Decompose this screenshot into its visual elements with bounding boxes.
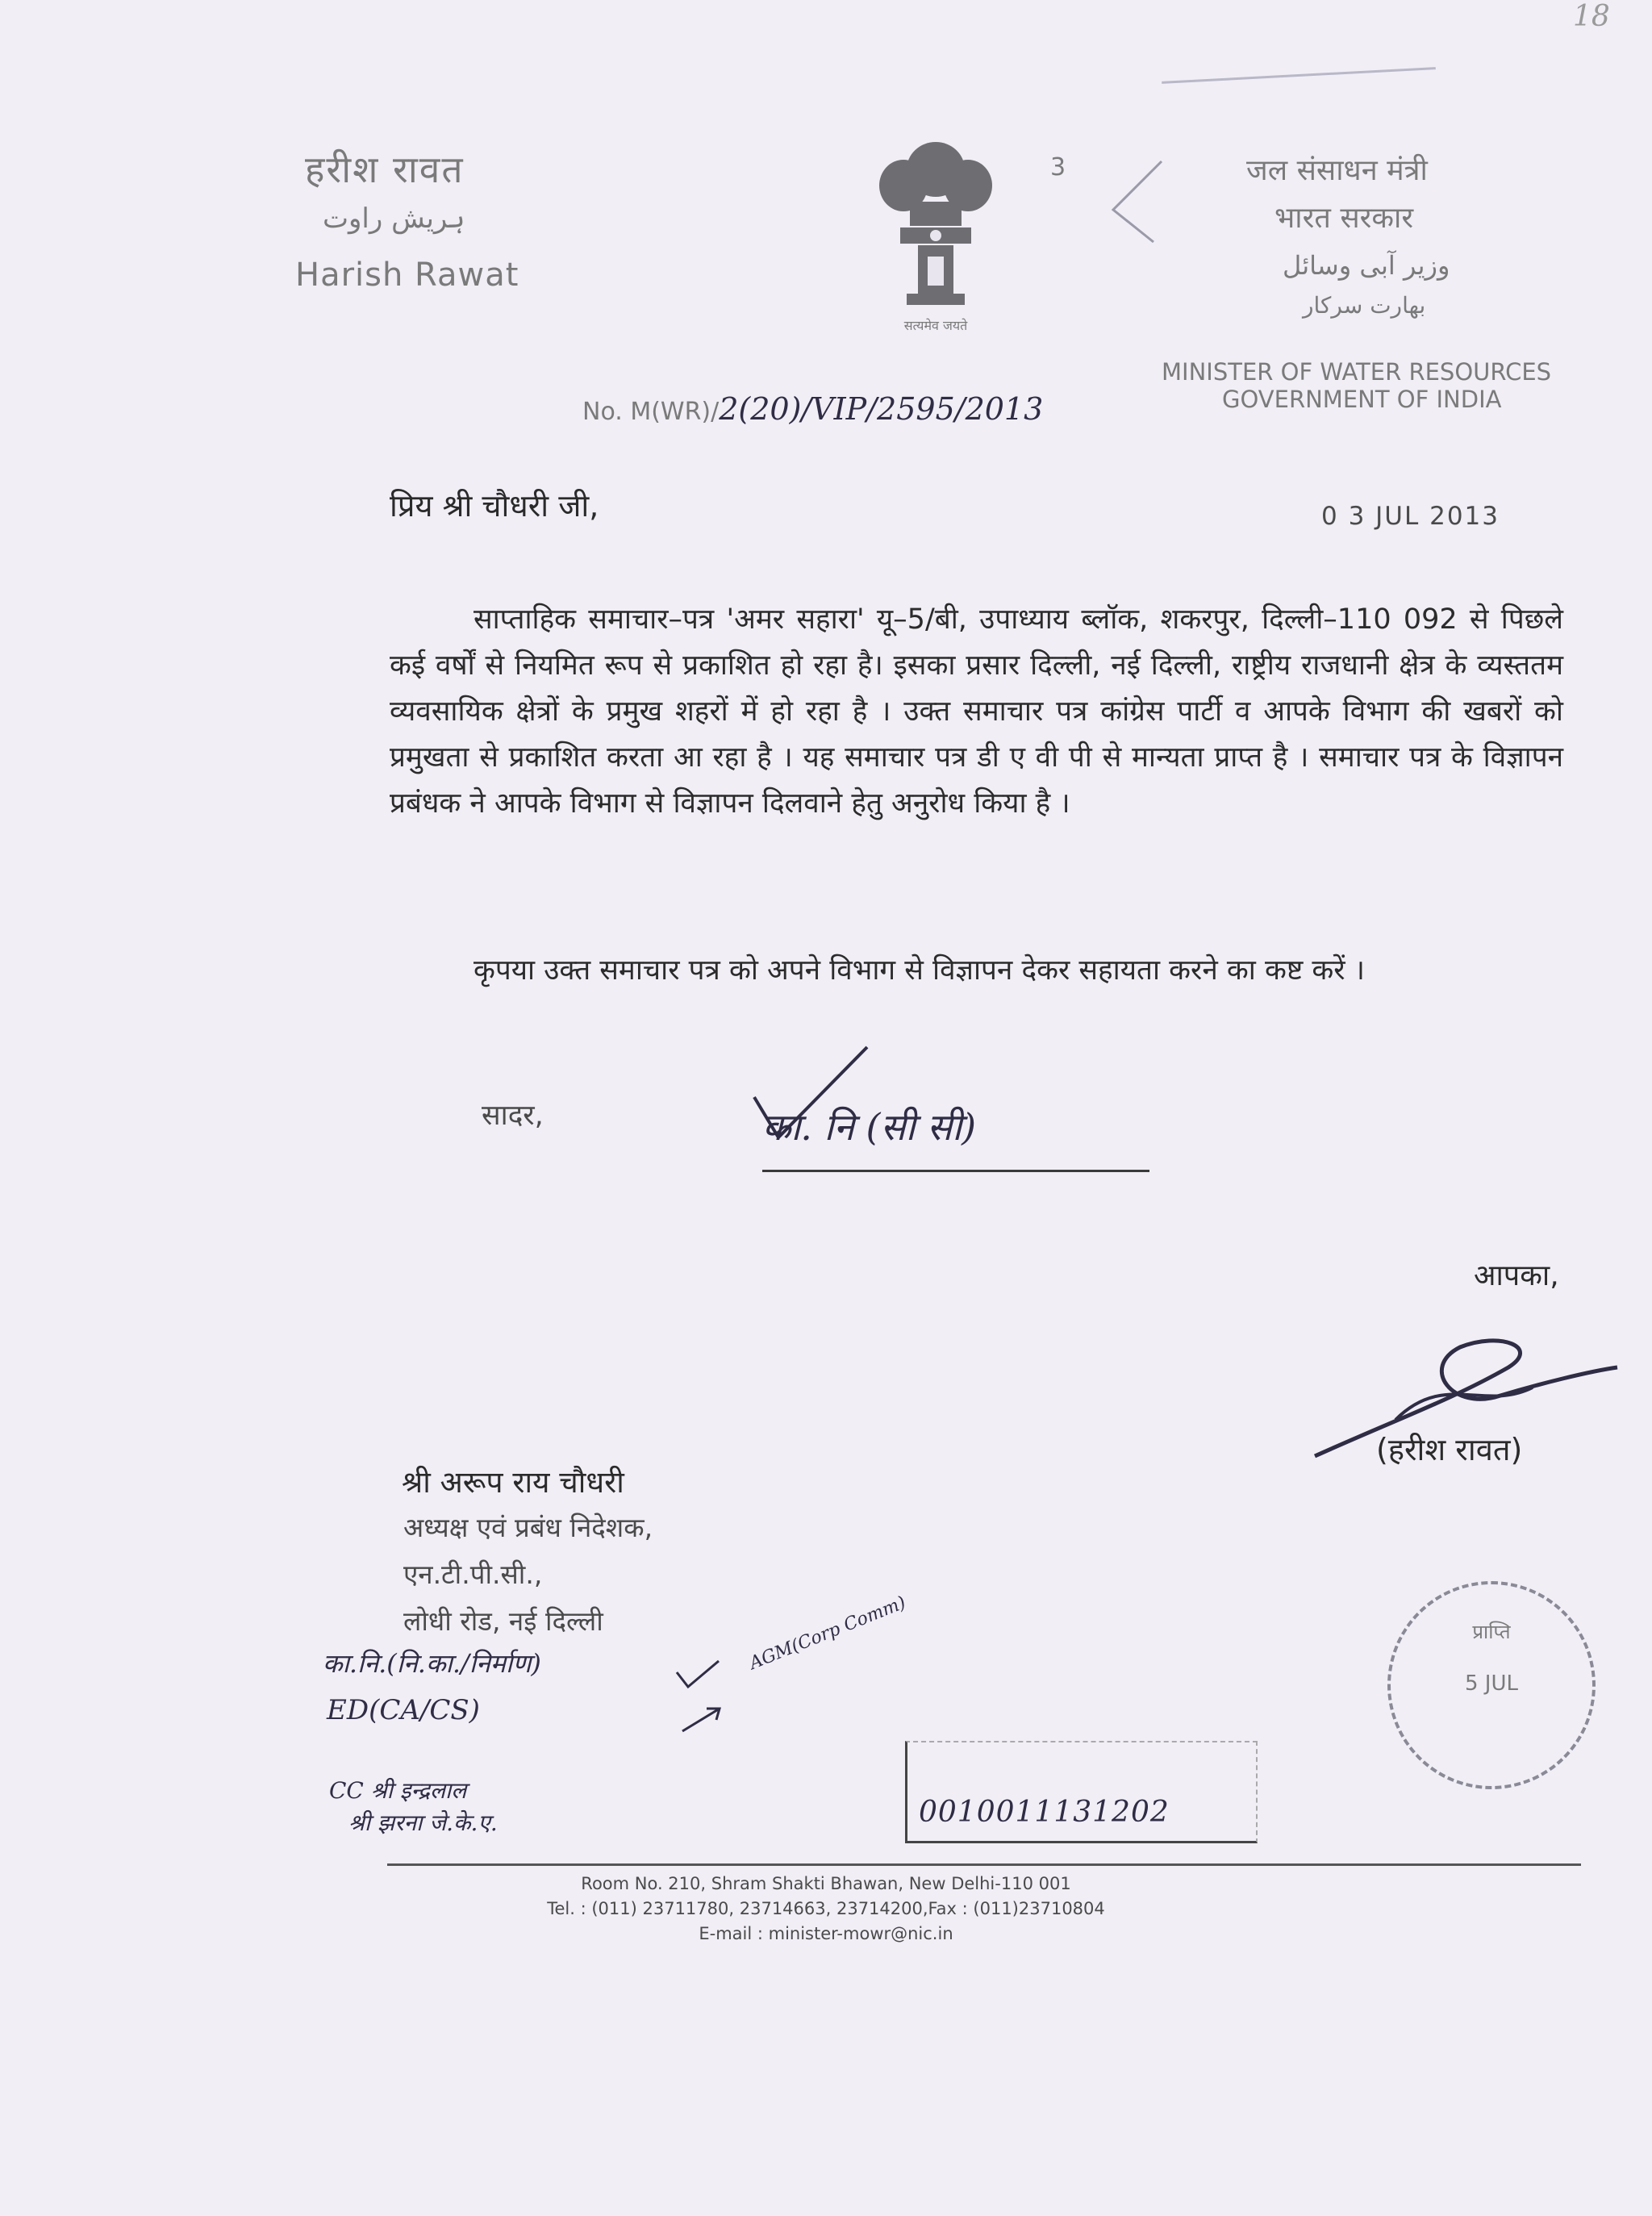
addressee-designation: अध्यक्ष एवं प्रबंध निदेशक, bbox=[403, 1512, 653, 1543]
name-urdu: ہریش راوت bbox=[323, 202, 465, 235]
footer-phone: Tel. : (011) 23711780, 23714663, 23714200,Fax : (011)23710804 bbox=[547, 1899, 1105, 1918]
name-english: Harish Rawat bbox=[295, 257, 519, 294]
inward-number: 0010011131202 bbox=[919, 1796, 1170, 1829]
emblem bbox=[871, 121, 1000, 331]
closing: सादर, bbox=[482, 1100, 544, 1132]
salutation: प्रिय श्री चौधरी जी, bbox=[390, 488, 599, 524]
national-emblem-icon bbox=[871, 121, 1000, 315]
page-number: 18 bbox=[1573, 0, 1610, 33]
check-mark-icon bbox=[1097, 153, 1170, 250]
annotation-line-2: ED(CA/CS) bbox=[327, 1694, 480, 1726]
reference-handwritten: 2(20)/VIP/2595/2013 bbox=[719, 391, 1044, 427]
footer-address: Room No. 210, Shram Shakti Bhawan, New Delhi-110 001 bbox=[581, 1874, 1071, 1893]
note-underline bbox=[762, 1170, 1149, 1172]
title-english-1: MINISTER OF WATER RESOURCES bbox=[1162, 358, 1552, 386]
received-stamp-date: 5 JUL bbox=[1465, 1671, 1518, 1696]
title-hindi-1: जल संसाधन मंत्री bbox=[1246, 154, 1428, 187]
handwritten-note: का. नि (सी सी) bbox=[762, 1105, 977, 1149]
emblem-motto: सत्यमेव जयते bbox=[903, 318, 968, 333]
arrow-icon bbox=[679, 1702, 728, 1734]
reference-number bbox=[582, 391, 1043, 427]
emblem-margin-mark: 3 bbox=[1050, 153, 1066, 182]
sign-off: आपका, bbox=[1474, 1259, 1559, 1292]
signatory: (हरीश रावत) bbox=[1376, 1432, 1523, 1467]
body-paragraph-1: साप्ताहिक समाचार–पत्र 'अमर सहारा' यू–5/बी, उपाध्याय ब्लॉक, शकरपुर, दिल्ली–110 092 से पिछले कई वर्षों से नियमित रूप से प्रकाशित हो रहा है। इसका प्रसार दिल्ली, नई दिल्ली, राष्ट्रीय राजधानी क्षेत्र के व्यस्ततम व्यवसायिक क्षेत्रों के प्रमुख शहरों में हो रहा है । उक्त समाचार पत्र कांग्रेस पार्टी व आपके विभाग की खबरों को प्रमुखता से प्रकाशित करता आ रहा है । यह समाचार पत्र डी ए वी पी से मान्यता प्राप्त है । समाचार पत्र के विज्ञापन प्रबंधक ने आपके विभाग से विज्ञापन दिलवाने हेतु अनुरोध किया है । bbox=[390, 603, 1563, 820]
annotation-line-4: CC श्री इन्द्रलाल bbox=[329, 1777, 467, 1804]
footer-email: E-mail : minister-mowr@nic.in bbox=[699, 1924, 953, 1943]
title-urdu-2: بھارت سرکار bbox=[1303, 292, 1426, 319]
scribble-line bbox=[1162, 67, 1436, 84]
body-paragraph-2: कृपया उक्त समाचार पत्र को अपने विभाग से विज्ञापन देकर सहायता करने का कष्ट करें । bbox=[473, 954, 1365, 987]
annotation-line-3: AGM(Corp Comm) bbox=[746, 1592, 909, 1674]
annotation-line-5: श्री झरना जे.के.ए. bbox=[348, 1809, 498, 1836]
date-stamp: 0 3 JUL 2013 bbox=[1321, 502, 1500, 531]
title-english-2: GOVERNMENT OF INDIA bbox=[1222, 386, 1502, 413]
annotation-line-1: का.नि.(नि.का./निर्माण) bbox=[323, 1648, 541, 1679]
addressee-address: लोधी रोड, नई दिल्ली bbox=[403, 1605, 603, 1637]
addressee-org: एन.टी.पी.सी., bbox=[403, 1559, 543, 1590]
name-hindi: हरीश रावत bbox=[305, 148, 465, 191]
title-hindi-2: भारत सरकार bbox=[1274, 202, 1414, 235]
received-stamp-text: प्राप्ति bbox=[1472, 1621, 1511, 1643]
title-urdu-1: وزیر آبی وسائل bbox=[1283, 250, 1450, 281]
reference-prefix: No. M(WR)/ bbox=[582, 398, 720, 426]
tick-mark-small-icon bbox=[674, 1658, 722, 1690]
inward-stamp-box bbox=[905, 1741, 1258, 1843]
addressee-name: श्री अरूप राय चौधरी bbox=[402, 1465, 624, 1500]
received-stamp bbox=[1387, 1581, 1596, 1789]
footer-divider bbox=[387, 1863, 1581, 1866]
